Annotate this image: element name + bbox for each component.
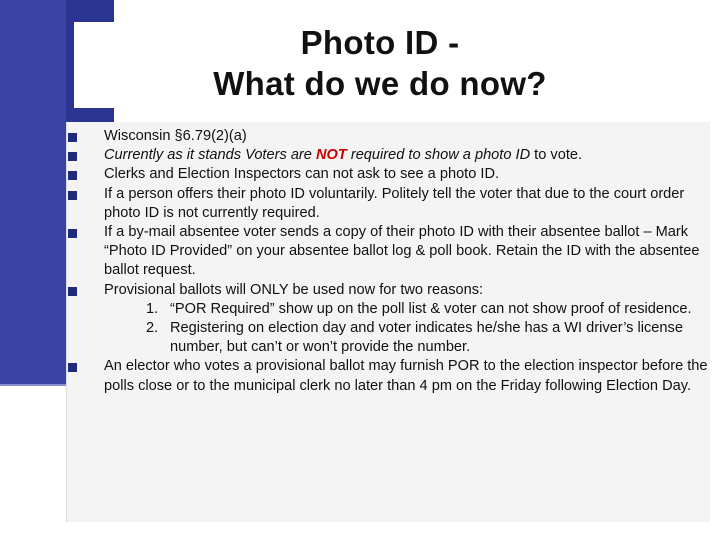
title-line-2: What do we do now?	[213, 65, 547, 102]
slide-title	[74, 22, 686, 108]
sub-item	[68, 300, 708, 319]
bullet-item	[68, 357, 708, 395]
bullet-text: to vote.	[530, 147, 583, 164]
bullet-item	[68, 127, 708, 146]
bullet-item	[68, 185, 708, 223]
background-blue-stripe	[0, 0, 66, 386]
title-line-1: Photo ID -	[300, 24, 460, 61]
emphasis-text: NOT	[315, 147, 347, 164]
bullet-text: Currently as it stands Voters are	[104, 147, 316, 164]
square-bullet-icon	[68, 191, 77, 200]
sub-item-number: 2.	[146, 320, 159, 337]
bullet-text: If a by-mail absentee voter sends a copy of their photo ID with their absentee ballot – Mark “Photo ID Provided” on your absentee ballot log & poll book. Retain the ID with the absentee ballot request.	[104, 224, 700, 279]
bullet-item	[68, 165, 708, 184]
bullet-text: An elector who votes a provisional ballot may furnish POR to the election inspector before the polls close or to the municipal clerk no later than 4 pm on the Friday following Election Day.	[104, 358, 708, 394]
bullet-text: Clerks and Election Inspectors can not ask to see a photo ID.	[104, 166, 500, 183]
bullet-text: Wisconsin §6.79(2)(a)	[104, 128, 247, 144]
square-bullet-icon	[68, 171, 77, 180]
bullet-text: required to show a photo ID	[346, 147, 531, 164]
square-bullet-icon	[68, 229, 77, 238]
sub-item	[68, 319, 708, 357]
accent-line	[0, 384, 66, 386]
bullet-item	[68, 281, 708, 300]
bullet-text: If a person offers their photo ID voluntarily. Politely tell the voter that due to the court order photo ID is not currently required.	[104, 185, 685, 221]
bullet-list	[68, 127, 708, 396]
square-bullet-icon	[68, 363, 77, 372]
bullet-text: Provisional ballots will ONLY be used now for two reasons:	[104, 281, 484, 298]
square-bullet-icon	[68, 287, 77, 296]
square-bullet-icon	[68, 133, 77, 142]
sub-item-number: 1.	[146, 300, 159, 317]
square-bullet-icon	[68, 152, 77, 161]
bullet-item	[68, 146, 708, 165]
bullet-item	[68, 223, 708, 281]
sub-item-text: “POR Required” show up on the poll list & voter can not show proof of residence.	[170, 300, 692, 317]
sub-item-text: Registering on election day and voter indicates he/she has a WI driver’s license number, but can’t or won’t provide the number.	[170, 320, 683, 356]
